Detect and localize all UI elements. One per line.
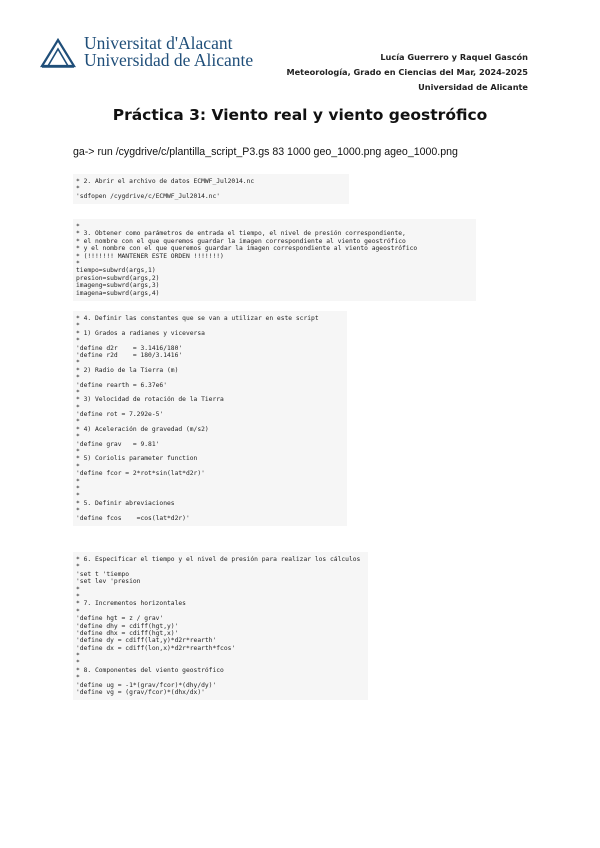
code-line: 'define hgt = z / grav' (76, 615, 164, 623)
code-line: 'define dhx = cdiff(hgt,x)' (76, 629, 179, 637)
institution: Universidad de Alicante (418, 82, 528, 92)
code-line: * (76, 563, 80, 571)
code-line: tiempo=subwrd(args,1) (76, 267, 156, 275)
code-line: * (76, 433, 80, 441)
code-line: * y el nombre con el que queremos guardar la imagen correspondiente al viento ageostrófico (76, 245, 418, 253)
code-line: * (76, 652, 80, 660)
code-line: imagena=subwrd(args,4) (76, 289, 160, 297)
university-name-spanish: Universidad de Alicante (84, 50, 254, 70)
code-line: * (76, 223, 80, 230)
code-block-constants (73, 311, 347, 526)
code-line: * (76, 607, 80, 615)
code-line: * (76, 403, 80, 411)
code-line: * (76, 462, 80, 470)
code-line: * (76, 259, 80, 267)
code-line: imageng=subwrd(args,3) (76, 282, 160, 290)
authors: Lucía Guerrero y Raquel Gascón (380, 52, 528, 62)
code-line: * (76, 507, 80, 515)
code-block-parameters (73, 219, 476, 301)
code-line: * 4. Definir las constantes que se van a utilizar en este script (76, 315, 319, 322)
code-line: * (!!!!!!! MANTENER ESTE ORDEN !!!!!!!) (76, 252, 224, 260)
code-line: * 6. Especificar el tiempo y el nivel de presión para realizar los cálculos (76, 556, 361, 563)
page-title: Práctica 3: Viento real y viento geostrófico (112, 106, 488, 124)
code-line: * (76, 492, 80, 500)
code-line: * (76, 484, 80, 492)
code-line: * (76, 388, 80, 396)
code-line: 'define dx = cdiff(lon,x)*d2r*rearth*fcos' (76, 644, 236, 652)
code-line: * (76, 477, 80, 485)
code-line: * 3) Velocidad de rotación de la Tierra (76, 396, 224, 404)
degree: Meteorología, Grado en Ciencias del Mar, 2024-2025 (286, 67, 528, 77)
code-line: 'define dhy = cdiff(hgt,y)' (76, 622, 179, 630)
code-line: * (76, 322, 80, 330)
code-line: presion=subwrd(args,2) (76, 274, 160, 282)
university-logo-icon (40, 36, 76, 70)
code-line: 'sdfopen /cygdrive/c/ECMWF_Jul2014.nc' (76, 192, 221, 200)
code-line: * 4) Aceleración de gravedad (m/s2) (76, 425, 209, 433)
code-line: * 5. Definir abreviaciones (76, 499, 175, 507)
code-line: * (76, 448, 80, 456)
code-line: 'define rot = 7.292e-5' (76, 411, 164, 419)
university-logo (40, 34, 260, 74)
code-line: * (76, 337, 80, 345)
code-line: 'define fcos =cos(lat*d2r)' (76, 514, 190, 522)
code-line: 'define ug = -1*(grav/fcor)*(dhy/dy)' (76, 681, 217, 689)
code-line: * 8. Componentes del viento geostrófico (76, 666, 224, 674)
code-line: * (76, 585, 80, 593)
code-line: 'define grav = 9.81' (76, 440, 160, 448)
code-line: * 7. Incrementos horizontales (76, 600, 186, 608)
code-line: * el nombre con el que queremos guardar la imagen correspondiente al viento geostrófico (76, 237, 406, 245)
code-block-open-file (73, 174, 349, 204)
code-line: 'define vg = (grav/fcor)*(dhx/dx)' (76, 689, 205, 697)
code-line: * 2. Abrir el archivo de datos ECMWF_Jul2014.nc (76, 178, 255, 185)
university-name-valencian: Universitat d'Alacant (84, 33, 233, 53)
code-line: * (76, 418, 80, 426)
code-line: 'set t 'tiempo (76, 570, 130, 578)
code-line: * 5) Coriolis parameter function (76, 455, 198, 463)
code-line: * (76, 359, 80, 367)
code-line: * (76, 674, 80, 682)
code-line: 'define dy = cdiff(lat,y)*d2r*rearth' (76, 637, 217, 645)
code-line: * 1) Grados a radianes y viceversa (76, 329, 205, 337)
code-block-calculations (73, 552, 368, 700)
code-line: 'define r2d = 180/3.1416' (76, 351, 183, 359)
run-command: ga-> run /cygdrive/c/plantilla_script_P3.gs 83 1000 geo_1000.png ageo_1000.png (73, 146, 458, 158)
code-line: 'set lev 'presion (76, 578, 141, 586)
code-line: * (76, 592, 80, 600)
code-line: 'define fcor = 2*rot*sin(lat*d2r)' (76, 470, 205, 478)
code-line: 'define rearth = 6.37e6' (76, 381, 167, 389)
code-line: * 3. Obtener como parámetros de entrada el tiempo, el nivel de presión correspondiente, (76, 230, 406, 238)
code-line: 'define d2r = 3.1416/180' (76, 344, 183, 352)
code-line: * (76, 374, 80, 382)
code-line: * 2) Radio de la Tierra (m) (76, 366, 179, 374)
authors-block (286, 50, 528, 95)
code-line: * (76, 659, 80, 667)
code-line: * (76, 185, 80, 193)
